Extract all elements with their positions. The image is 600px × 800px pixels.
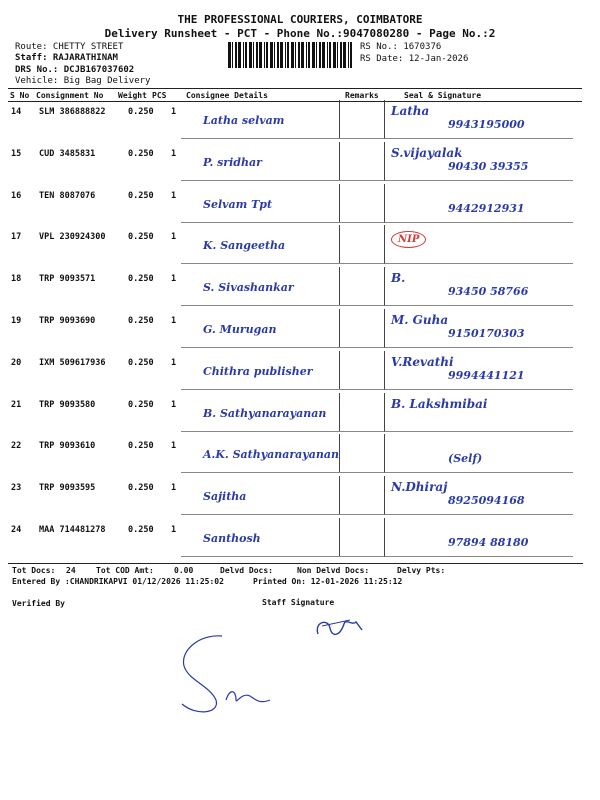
row-consignment-no: TRP 9093580 <box>39 399 96 410</box>
row-weight: 0.250 <box>128 190 154 201</box>
page-subtitle: Delivery Runsheet - PCT - Phone No.:9047080280 - Page No.:2 <box>104 27 496 40</box>
row-pcs: 1 <box>171 232 177 243</box>
row-consignment-no: TEN 8087076 <box>39 190 96 201</box>
table-row <box>8 518 582 560</box>
row-consignment-no: MAA 714481278 <box>39 525 106 535</box>
signature-phone: 93450 58766 <box>448 285 529 299</box>
signature-text: NIP <box>391 231 426 248</box>
row-weight: 0.250 <box>128 316 154 326</box>
tot-docs-label: Tot Docs: <box>12 566 56 575</box>
staff-signature-label: Staff Signature <box>262 598 335 607</box>
printed-on: Printed On: 12-01-2026 11:25:12 <box>253 577 403 586</box>
row-consignment-no: TRP 9093595 <box>39 483 96 494</box>
signature-text: V.Revathi <box>391 354 454 369</box>
table-row <box>8 267 582 309</box>
signature-text: N.Dhiraj <box>391 480 448 495</box>
table-row <box>8 225 582 267</box>
remarks-cell <box>339 309 384 348</box>
table-row <box>8 351 582 393</box>
row-weight: 0.250 <box>128 232 154 243</box>
signature-phone: 9150170303 <box>448 327 525 340</box>
remarks-cell <box>339 351 384 390</box>
col-signature: Seal & Signature <box>402 89 582 102</box>
consignee-name: Sajitha <box>203 490 247 504</box>
staff-signature-icon <box>310 612 370 642</box>
row-weight: 0.250 <box>128 107 154 117</box>
signature-phone: 90430 39355 <box>448 159 529 173</box>
consignee-name: G. Murugan <box>203 323 277 336</box>
row-weight: 0.250 <box>128 148 154 159</box>
row-consignment-no: TRP 9093610 <box>39 441 96 452</box>
consignee-name: K. Sangeetha <box>203 239 286 253</box>
signature-phone: 9994441121 <box>448 368 525 382</box>
drs-number: DRS No.: DCJB167037602 <box>15 65 135 75</box>
signature-phone: 9442912931 <box>448 201 525 215</box>
row-sno: 15 <box>11 148 22 159</box>
page-title: THE PROFESSIONAL COURIERS, COIMBATORE <box>177 13 423 26</box>
signature-phone: 8925094168 <box>448 494 525 508</box>
table-row <box>8 434 582 476</box>
tot-docs-value: 24 <box>66 566 76 575</box>
row-weight: 0.250 <box>128 525 154 535</box>
row-weight: 0.250 <box>128 357 154 368</box>
signature-phone: 97894 88180 <box>448 536 529 549</box>
signature-text: M. Guha <box>391 313 449 327</box>
row-weight: 0.250 <box>128 274 154 285</box>
table-row <box>8 184 582 226</box>
table-row <box>8 309 582 351</box>
verifier-signature-icon <box>170 630 280 720</box>
tot-cod-label: Tot COD Amt: <box>96 566 154 575</box>
signature-text: B. <box>391 271 406 286</box>
col-consignee: Consignee Details <box>184 89 343 102</box>
consignee-name: Latha selvam <box>203 114 285 127</box>
remarks-cell <box>339 225 384 264</box>
row-sno: 17 <box>11 232 22 243</box>
row-consignment-no: IXM 509617936 <box>39 357 106 368</box>
consignee-name: P. sridhar <box>203 155 262 169</box>
barcode-icon <box>228 42 356 68</box>
col-remarks: Remarks <box>343 89 402 102</box>
signature-phone: 9943195000 <box>448 118 525 131</box>
table-row <box>8 142 582 184</box>
signature-text: Latha <box>391 104 430 118</box>
consignee-name: B. Sathyanarayanan <box>203 406 327 420</box>
row-consignment-no: TRP 9093571 <box>39 274 96 285</box>
row-sno: 16 <box>11 190 22 201</box>
staff-info: Staff: RAJARATHINAM <box>15 53 118 63</box>
row-sno: 20 <box>11 357 22 368</box>
remarks-cell <box>339 476 384 515</box>
row-sno: 21 <box>11 399 22 410</box>
table-row <box>8 393 582 435</box>
verified-by-label: Verified By <box>12 599 65 608</box>
route-info: Route: CHETTY STREET <box>15 42 124 52</box>
col-consignment: Consignment No <box>34 89 116 102</box>
row-sno: 24 <box>11 525 22 535</box>
col-weight: Weight <box>116 89 150 102</box>
row-pcs: 1 <box>171 441 177 452</box>
col-sno: S No <box>8 89 34 102</box>
signature-phone: (Self) <box>448 452 483 466</box>
delvd-docs-label: Delvd Docs: <box>220 566 273 575</box>
row-consignment-no: TRP 9093690 <box>39 316 96 326</box>
row-consignment-no: VPL 230924300 <box>39 232 106 243</box>
row-pcs: 1 <box>171 274 177 285</box>
remarks-cell <box>339 393 384 432</box>
consignee-name: Santhosh <box>203 532 261 545</box>
delvy-pts-label: Delvy Pts: <box>397 566 446 575</box>
tot-cod-value: 0.00 <box>174 566 194 575</box>
entered-by: Entered By :CHANDRIKAPVI 01/12/2026 11:25:02 <box>12 577 224 586</box>
consignee-name: A.K. Sathyanarayanan <box>203 448 339 462</box>
table-row <box>8 476 582 518</box>
row-sno: 18 <box>11 274 22 285</box>
remarks-cell <box>339 434 384 473</box>
row-consignment-no: CUD 3485831 <box>39 148 96 159</box>
signature-text: B. Lakshmibai <box>391 396 488 411</box>
rs-date: RS Date: 12-Jan-2026 <box>360 54 469 64</box>
row-sno: 14 <box>11 107 22 117</box>
row-pcs: 1 <box>171 483 177 494</box>
row-weight: 0.250 <box>128 483 154 494</box>
row-sno: 22 <box>11 441 22 452</box>
non-delvd-docs-label: Non Delvd Docs: <box>297 566 370 575</box>
consignee-name: S. Sivashankar <box>203 281 294 295</box>
consignee-name: Selvam Tpt <box>203 197 273 211</box>
row-weight: 0.250 <box>128 399 154 410</box>
footer-divider <box>8 563 583 564</box>
row-pcs: 1 <box>171 357 177 368</box>
remarks-cell <box>339 142 384 181</box>
row-sno: 19 <box>11 316 22 326</box>
table-row <box>8 100 582 142</box>
rs-number: RS No.: 1670376 <box>360 42 442 52</box>
remarks-cell <box>339 267 384 306</box>
col-pcs: PCS <box>150 89 184 102</box>
row-pcs: 1 <box>171 190 177 201</box>
row-pcs: 1 <box>171 525 177 535</box>
row-sno: 23 <box>11 483 22 494</box>
remarks-cell <box>339 100 384 139</box>
consignee-name: Chithra publisher <box>203 364 313 378</box>
vehicle-info: Vehicle: Big Bag Delivery <box>15 76 151 86</box>
row-consignment-no: SLM 386888822 <box>39 107 106 117</box>
row-pcs: 1 <box>171 148 177 159</box>
signature-text: S.vijayalak <box>391 145 463 160</box>
remarks-cell <box>339 518 384 557</box>
row-pcs: 1 <box>171 316 177 326</box>
row-pcs: 1 <box>171 399 177 410</box>
row-weight: 0.250 <box>128 441 154 452</box>
remarks-cell <box>339 184 384 223</box>
row-pcs: 1 <box>171 107 177 117</box>
